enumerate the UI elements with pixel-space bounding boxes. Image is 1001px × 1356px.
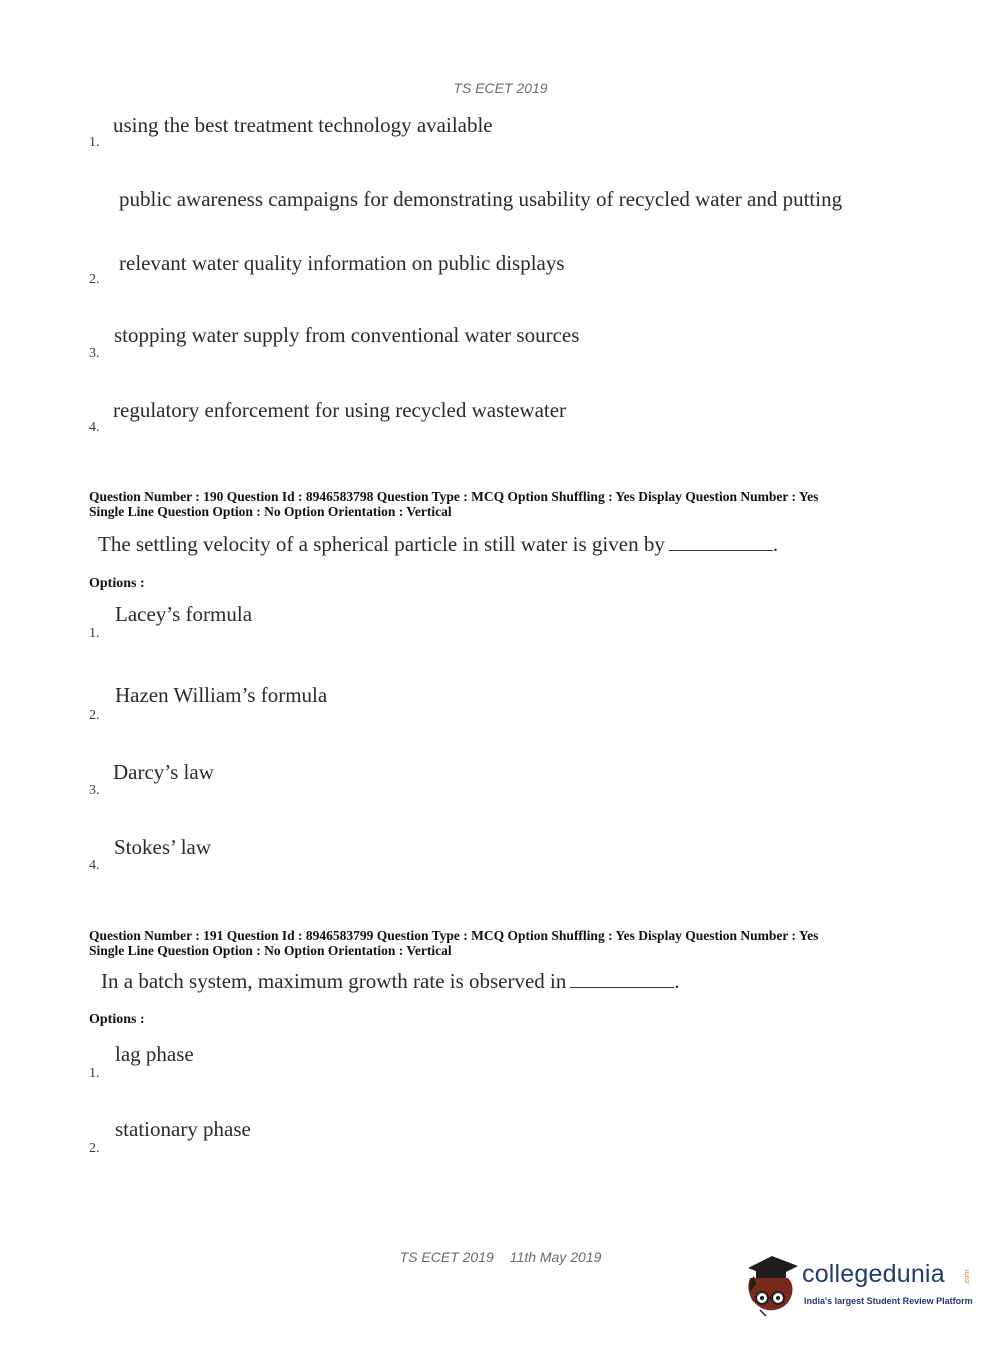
prev-option-1-text: using the best treatment technology available <box>113 113 493 137</box>
q190-option-3-number: 3. <box>89 783 100 798</box>
prev-option-3-number: 3. <box>89 346 100 361</box>
prev-option-2-number: 2. <box>89 272 100 287</box>
q191-meta-line-1: Question Number : 191 Question Id : 8946583799 Question Type : MCQ Option Shuffling : Yes Display Question Number : Yes <box>89 928 819 943</box>
q191-question-text <box>101 969 680 994</box>
footer-date: 11th May 2019 <box>509 1249 602 1265</box>
brand-name: collegedunia <box>802 1260 945 1288</box>
q190-question-body: The settling velocity of a spherical particle in still water is given by <box>98 532 665 556</box>
brand-tagline: India's largest Student Review Platform <box>804 1296 973 1306</box>
q190-option-1-text: Lacey’s formula <box>115 602 253 626</box>
q190-question-text <box>98 532 778 557</box>
q190-option-2-number: 2. <box>89 708 100 723</box>
prev-option-1-number: 1. <box>89 135 100 150</box>
answer-blank <box>669 534 773 551</box>
q190-option-3-text: Darcy’s law <box>113 760 214 784</box>
q190-option-4-text: Stokes’ law <box>114 835 212 859</box>
q190-meta-line-1: Question Number : 190 Question Id : 8946583798 Question Type : MCQ Option Shuffling : Yes Display Question Number : Yes <box>89 489 819 504</box>
mascot-graduation-cap-glasses-icon <box>742 1248 800 1318</box>
q190-option-1-number: 1. <box>89 626 100 641</box>
footer-exam: TS ECET 2019 <box>399 1249 494 1265</box>
q191-option-1-number: 1. <box>89 1066 100 1081</box>
page-header: TS ECET 2019 <box>453 80 548 96</box>
q191-meta-line-2: Single Line Question Option : No Option Orientation : Vertical <box>89 943 452 958</box>
q191-question-body: In a batch system, maximum growth rate is observed in <box>101 969 567 993</box>
prev-option-3-text: stopping water supply from conventional water sources <box>114 323 580 347</box>
q190-options-label: Options : <box>89 576 145 591</box>
q191-option-2-number: 2. <box>89 1141 100 1156</box>
prev-option-2-text-line-2: relevant water quality information on public displays <box>119 251 565 275</box>
prev-option-4-number: 4. <box>89 420 100 435</box>
q191-option-2-text: stationary phase <box>115 1117 251 1141</box>
q190-option-2-text: Hazen William’s formula <box>115 683 328 707</box>
brand-com: .com <box>964 1269 972 1286</box>
q191-options-label: Options : <box>89 1012 145 1027</box>
q191-question-end: . <box>674 969 680 993</box>
q190-option-4-number: 4. <box>89 858 100 873</box>
prev-option-2-text-line-1: public awareness campaigns for demonstrating usability of recycled water and putting <box>119 187 843 211</box>
prev-option-4-text: regulatory enforcement for using recycled wastewater <box>113 398 567 422</box>
q190-meta-line-2: Single Line Question Option : No Option Orientation : Vertical <box>89 504 452 519</box>
q190-question-end: . <box>772 532 779 556</box>
q191-option-1-text: lag phase <box>115 1042 194 1066</box>
collegedunia-logo[interactable] <box>742 1248 972 1320</box>
answer-blank <box>570 971 674 988</box>
